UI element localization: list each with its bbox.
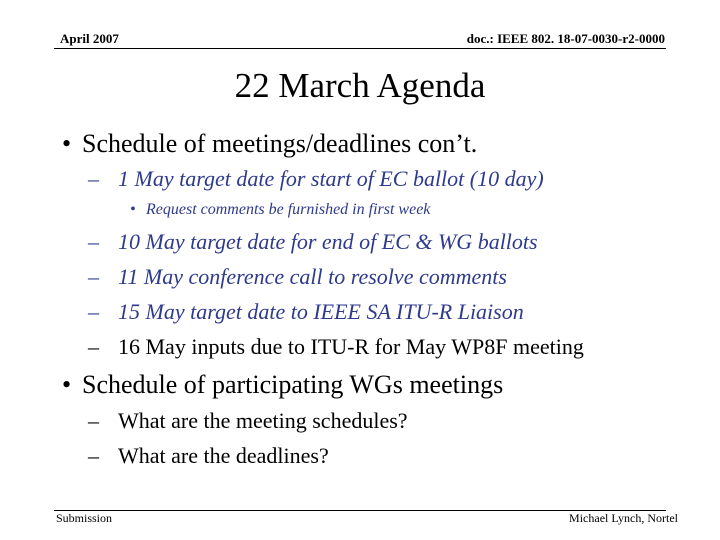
sub-bullet-ec-wg-ballot-end: [88, 228, 538, 256]
bullet-marker: •: [130, 201, 136, 218]
bullet-marker: •: [62, 370, 72, 399]
dash-marker: –: [88, 334, 99, 359]
sub-bullet-text: 15 May target date to IEEE SA ITU-R Liaison: [118, 299, 524, 324]
bullet-participating-wgs: [62, 369, 503, 401]
sub-bullet-text: What are the deadlines?: [118, 443, 329, 468]
bullet-text: Schedule of participating WGs meetings: [82, 370, 504, 399]
dash-marker: –: [88, 264, 99, 289]
dash-marker: –: [88, 166, 99, 191]
sub-sub-bullet-text: Request comments be furnished in first week: [146, 201, 431, 218]
sub-bullet-text: 1 May target date for start of EC ballot (10 day): [118, 166, 544, 191]
sub-bullet-text: 11 May conference call to resolve comments: [118, 264, 507, 289]
sub-bullet-text: What are the meeting schedules?: [118, 408, 408, 433]
sub-bullet-meeting-schedules: [88, 407, 408, 435]
sub-bullet-text: 10 May target date for end of EC & WG ballots: [118, 229, 538, 254]
footer-submission: Submission: [56, 511, 113, 525]
footer-author: Michael Lynch, Nortel: [569, 511, 678, 525]
sub-bullet-ieee-sa-liaison: [88, 298, 524, 326]
bullet-schedule-meetings: [62, 128, 477, 160]
dash-marker: –: [88, 229, 99, 254]
header-doc-id: doc.: IEEE 802. 18-07-0030-r2-0000: [466, 31, 665, 46]
sub-bullet-deadlines: [88, 442, 329, 470]
dash-marker: –: [88, 408, 99, 433]
dash-marker: –: [88, 299, 99, 324]
bullet-marker: •: [62, 129, 72, 158]
header-date: April 2007: [60, 31, 119, 46]
sub-bullet-itu-r-inputs: [88, 333, 584, 361]
bullet-text: Schedule of meetings/deadlines con’t.: [82, 129, 478, 158]
header-rule: [54, 48, 666, 49]
dash-marker: –: [88, 443, 99, 468]
sub-bullet-ec-ballot-start: [88, 165, 544, 193]
sub-sub-bullet-request-comments: [130, 200, 430, 220]
slide-title: 22 March Agenda: [234, 66, 486, 105]
sub-bullet-text: 16 May inputs due to ITU-R for May WP8F meeting: [118, 334, 584, 359]
sub-bullet-conference-call: [88, 263, 507, 291]
